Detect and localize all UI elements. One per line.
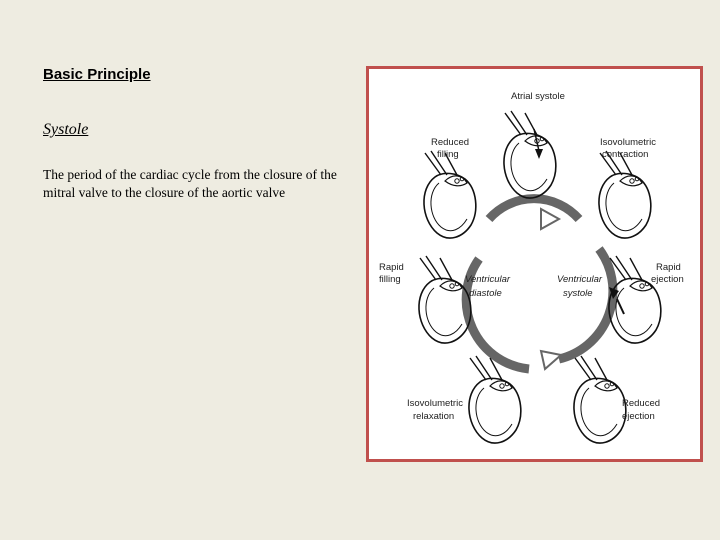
cardiac-cycle-diagram <box>369 69 700 459</box>
slide-body-text: The period of the cardiac cycle from the closure of the mitral valve to the closure of the aortic valve <box>43 167 337 200</box>
label-ventricular-systole-2: systole <box>563 288 593 299</box>
heart-isovolumetric-contraction <box>599 151 651 238</box>
label-rapid-ejection-2: ejection <box>651 274 684 285</box>
label-ventricular-diastole-2: diastole <box>469 288 502 299</box>
label-ventricular-systole-1: Ventricular <box>557 274 603 285</box>
label-reduced-ejection-1: Reduced <box>622 398 661 409</box>
blood-flow-arrowhead <box>535 149 543 159</box>
slide-subtitle: Systole <box>43 121 89 138</box>
label-isovolumetric-relaxation-2: relaxation <box>413 411 455 422</box>
slide-title: Basic Principle <box>43 66 151 83</box>
label-reduced-ejection-2: ejection <box>622 411 655 422</box>
label-reduced-filling-2: filling <box>437 149 459 160</box>
heart-reduced-ejection <box>574 356 626 443</box>
label-rapid-filling-2: filling <box>379 274 401 285</box>
label-rapid-ejection-1: Rapid <box>656 262 681 273</box>
label-ventricular-diastole-1: Ventricular <box>465 274 511 285</box>
label-isovolumetric-relaxation-1: Isovolumetric <box>407 398 463 409</box>
label-rapid-filling-1: Rapid <box>379 262 404 273</box>
label-reduced-filling-1: Reduced <box>431 137 470 148</box>
cardiac-cycle-figure <box>366 66 703 462</box>
label-isovolumetric-contraction-1: Isovolumetric <box>600 137 656 148</box>
ejection-arrow <box>617 299 624 314</box>
heart-reduced-filling <box>424 151 476 238</box>
heart-atrial-systole <box>504 111 556 198</box>
label-isovolumetric-contraction-2: contraction <box>602 149 649 160</box>
label-atrial-systole: Atrial systole <box>511 91 565 102</box>
